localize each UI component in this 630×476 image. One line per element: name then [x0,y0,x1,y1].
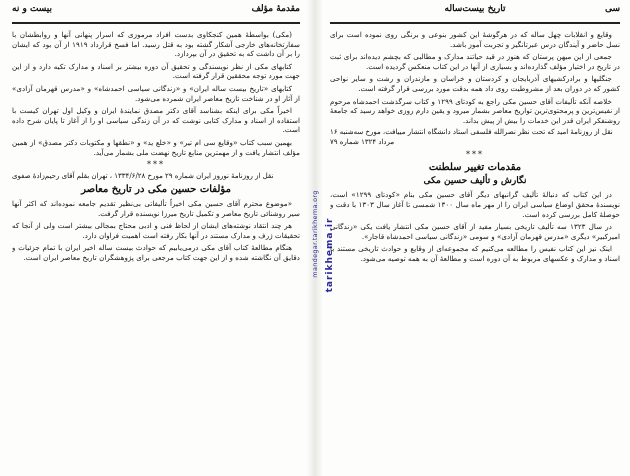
section-separator: *** [147,160,165,170]
section-separator: *** [466,149,484,159]
paragraph: در این کتاب که دنبالهٔ تألیف گرانبهای دیگر آقای حسین مکی بنام «کودتای ۱۲۹۹» است، نویسندهٔ محقق اوضاع سیاسی ایران را از مهر ماه سال ۱۳۰۰ شمسی تا آغاز سال ۱۳۰۳ با دقت و حوصلهٔ کامل بررسی کرده است. [330,190,620,219]
paragraph: هنگام مطالعهٔ کتاب آقای مکی درمی‌یابیم که حوادث بیست ساله اخیر ایران با تمام جزئیات و دقایق آن نگاشته شده و از این جهت کتاب مرجعی برای پژوهشگران تاریخ معاصر ایران است. [12,243,300,262]
paragraph: وقایع و انقلابات چهل ساله که در هرگوشهٔ این کشور بنوعی و برنگی روی نموده است برای نسل حاضر و آیندگان درس عبرتانگیز و تجربت آموز باشد. [330,30,620,49]
paragraph: جنگلیها و برادرکشیهای آذربایجان و کردستان و خراسان و مازندران و رشت و سایر نواحی کشور که در دوران بعد از مشروطیت روی داد همه بدقت مورد بررسی قرار گرفته است. [330,74,620,93]
source-note: نقل از روزنامهٔ امید که تحت نظر نصرالله فلسفی استاد دانشگاه انتشار مییافت، مورخ سه‌شنبه ۱۶ مرداد ۱۳۲۴ شماره ۷۹ [330,128,613,146]
right-page-header [330,4,620,20]
section-title: مقدمات تغییر سلطنت [428,162,522,174]
header-rule [12,22,300,24]
paragraph: بهمین سبب کتاب «وقایع سی ام تیر» و «خلع ید» و «نطقها و مکتوبات دکتر مصدق» از همین مؤلف انتشار یافت و از مهمترین منابع تاریخ نهضت ملی بشمار می‌آید. [12,137,300,157]
right-page [330,0,620,476]
paragraph: جمعی از این میهن پرستان که هنوز در قید حیاتند مدارک و مطالبی که بچشم دیده‌اند برای ثبت در تاریخ در اختیار مؤلف گذارده‌اند و بسیاری از آنها در این کتاب منعکس گردیده است. [330,52,620,71]
right-page-number: سی [604,4,620,14]
paragraph: کتابهای مکی از نظر نویسندگی و تحقیق آن دوره بیشتر بر اسناد و مدارک تکیه دارد و از این جهت مورد توجه محققین قرار گرفته است. [12,61,300,81]
right-page-body [330,30,620,266]
paragraph: در سال ۱۳۲۳ سه تألیف تاریخی بسیار مفید از آقای حسین مکی انتشار یافت یکی «زندگانی امیرکبیر» دیگری «مدرس قهرمان آزادی» و سومی «زندگانی سیاسی احمدشاه قاجار». [330,222,620,241]
source-note: نقل از روزنامهٔ نوروز ایران شماره ۲۹ مورخ ۱۳۳۴/۶/۲۸ ، تهران بقلم آقای رحیم‌زادهٔ صفوی [12,171,274,180]
paragraph: هر چند انتقاد نوشته‌های ایشان از لحاظ فنی و ادبی محتاج بمجالی بیشتر است ولی از آنجا که تحقیقات ژرف و مدارک مستند در آنها بکار رفته است اهمیت فراوان دارد. [12,221,300,240]
paragraph: (مکی) بواسطهٔ همین کنجکاوی بدست افراد مرموزی که اسرار پنهانی آنها و روابطشان با سفارتخانه‌های خارجی آشکار گشته بود به قتل رسید. اما فسخ قرارداد ۱۹۱۹ از آن بود که ایشان را بر آن داشت که به تحقیق در آن بپردازد. [12,30,300,59]
paragraph: «موضوع محترم آقای حسین مکی اخیراً تألیفاتی بی‌نظیر تقدیم جامعه نموده‌اند که اکثر آنها سیر روشنائی تاریخ معاصر و تکمیل تاریخ میرزا نویسنده قرار گرفت. [12,198,300,218]
section-title: مؤلفات حسین مکی در تاریخ معاصر [81,184,231,196]
page-gutter [300,0,335,476]
left-page-body [12,30,300,265]
watermark-url: mandegar.tarikhema.org [311,190,319,278]
section-subtitle: نگارش و تألیف حسین مکی [423,175,527,186]
left-page [12,0,300,476]
paragraph: کتابهای «تاریخ بیست ساله ایران» و «زندگانی سیاسی احمدشاه» و «مدرس قهرمان آزادی» از آثار او در شناخت تاریخ معاصر ایران شمرده می‌شود. [12,83,300,103]
left-page-title: مقدمهٔ مؤلف [251,4,300,14]
paragraph: اخیراً مکی برای اینکه بشناسد آقای دکتر مصدق نمایندهٔ ایران و وکیل اول تهران کیست با استفاده از اسناد و مدارک کتابی نوشت که در آن زندگی سیاسی او را از آغاز تا پایان شرح داده است. [12,106,300,135]
right-page-title: تاریخ بیست‌ساله [444,4,506,14]
watermark-site: tarikhema.ir [325,217,335,293]
left-page-number: بیست و نه [12,4,53,14]
header-rule [330,22,620,24]
paragraph: اینک نیز این کتاب نفیس را مطالعه می‌کنیم که مجموعه‌ای از وقایع و حوادث تاریخی مستند با اسناد و مدارک و عکسهای مربوط به آن دوره است و مطالعهٔ آن به همه توصیه می‌شود. [330,244,620,263]
paragraph: خلاصه آنکه تألیفات آقای حسین مکی راجع به کودتای ۱۲۹۹ و کتاب سرگذشت احمدشاه مرحوم از نفیس‌ترین و پرمحتوی‌ترین تواریخ معاصر بشمار میرود و یقین دارم روزی خواهد رسید که جامعهٔ روشنفکر ایران قدر این خدمات را بیش از پیش بداند. [330,96,620,125]
left-page-header [12,4,300,20]
